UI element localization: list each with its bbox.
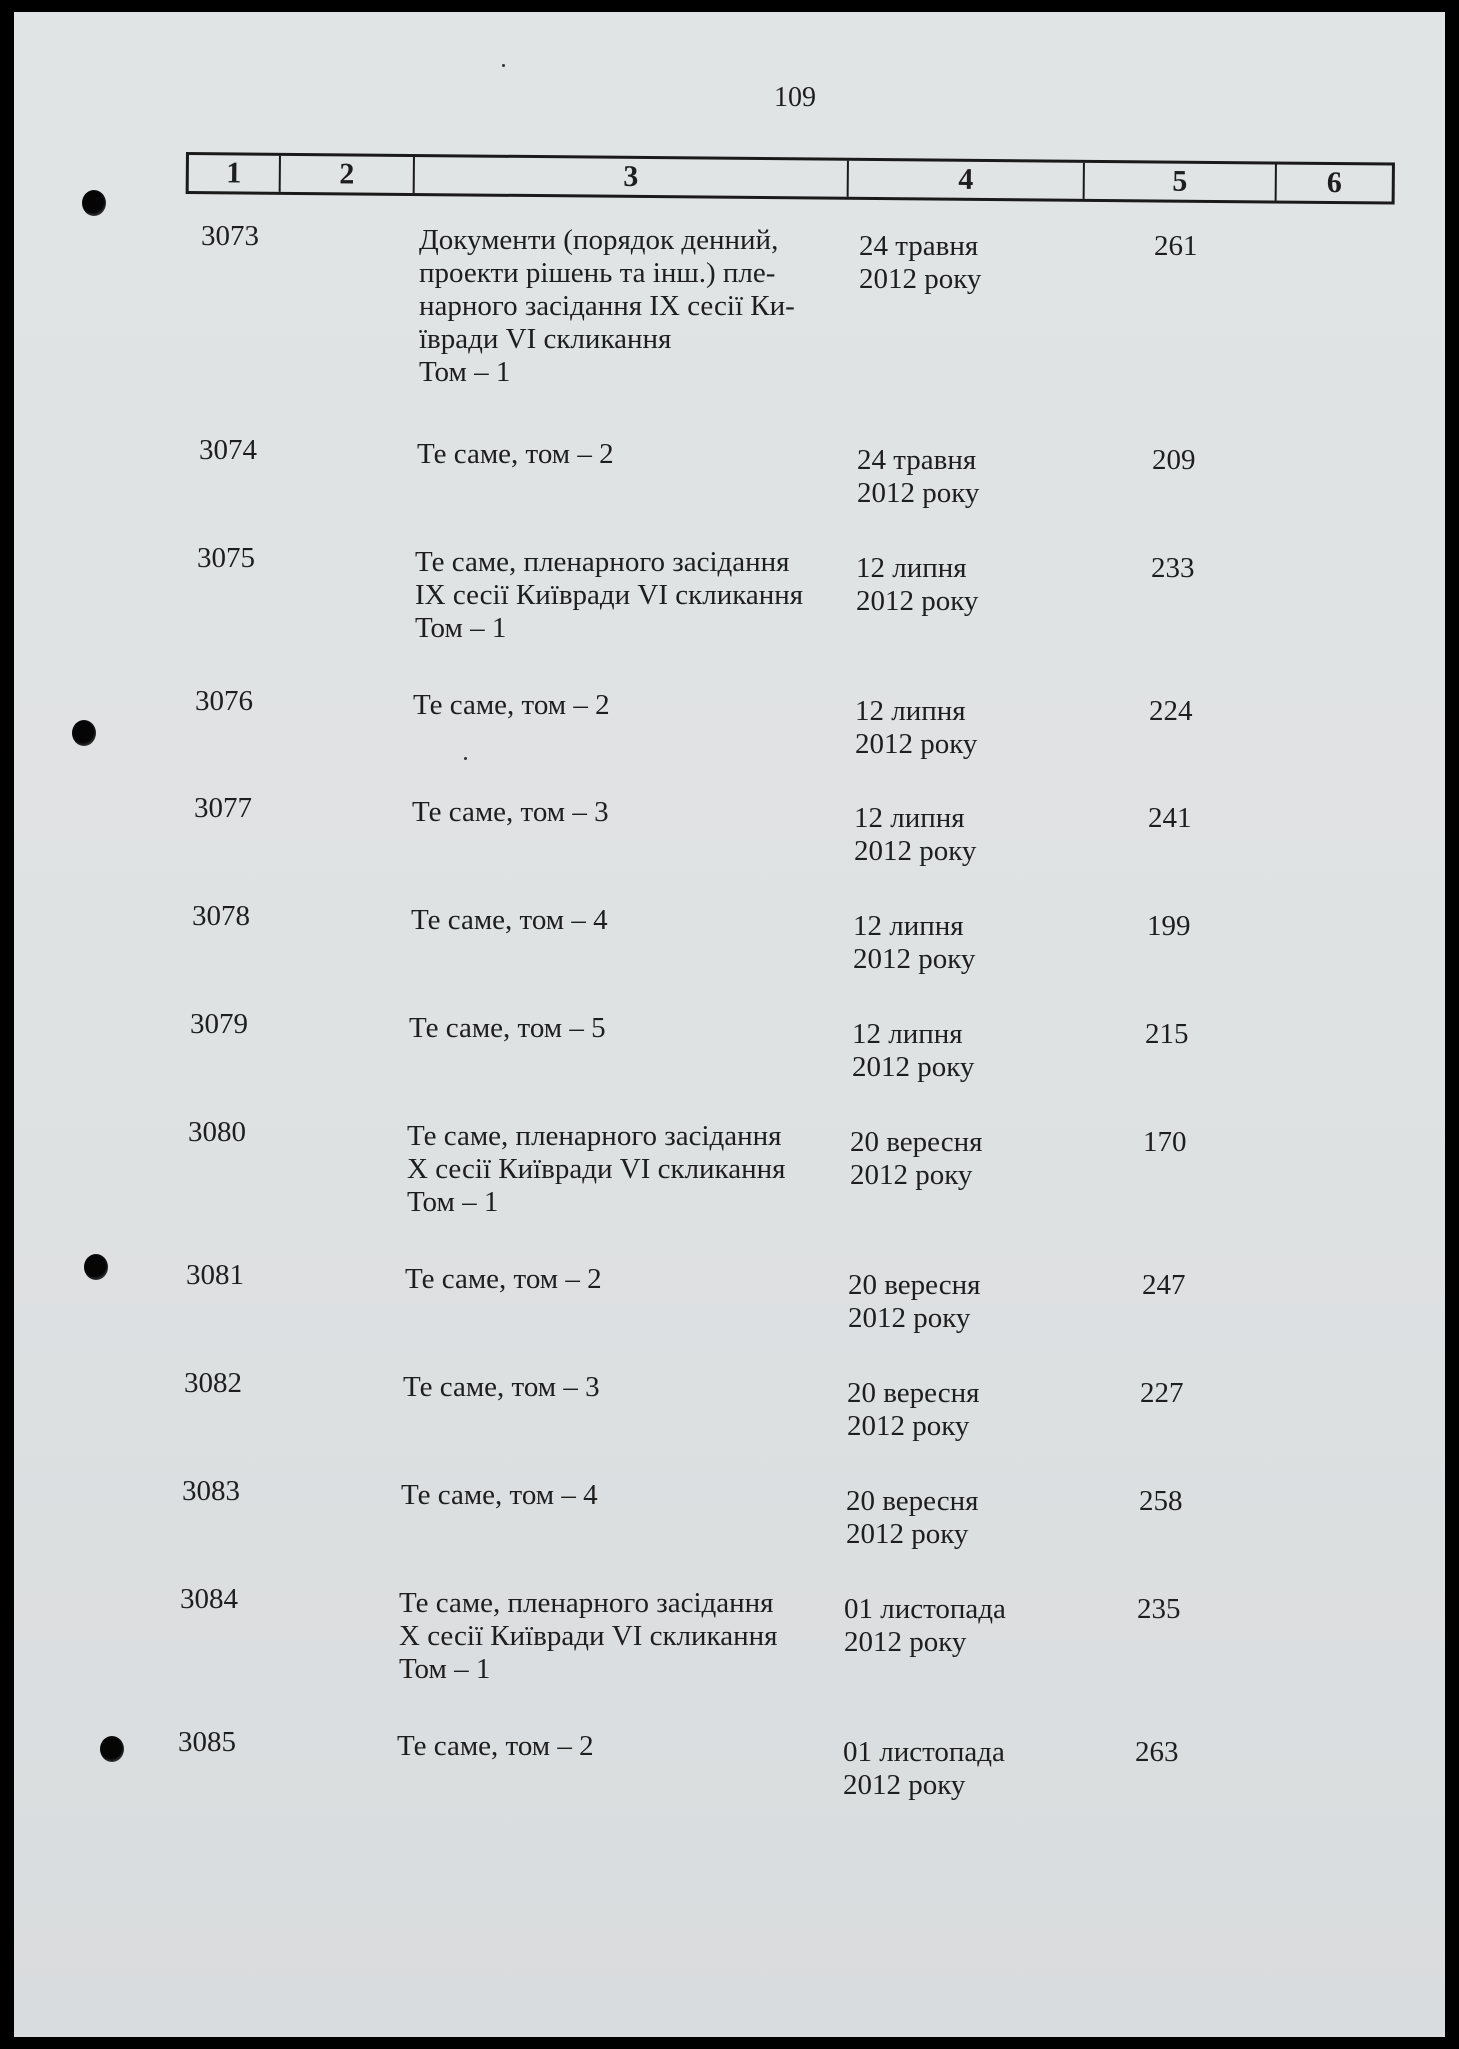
entry-date-line: 2012 року (844, 1626, 967, 1658)
entry-date-line: 2012 року (857, 477, 980, 509)
entry-title (413, 689, 853, 722)
entry-date-line: 20 вересня (848, 1269, 981, 1301)
entry-date-line: 2012 року (853, 943, 976, 975)
entry-date-line: 2012 року (856, 585, 979, 617)
entry-title (407, 1120, 847, 1219)
entry-date-line: 2012 року (847, 1410, 970, 1442)
entry-date (853, 910, 1073, 976)
entry-number: 3080 (188, 1116, 246, 1148)
entry-date-line: 2012 року (843, 1769, 966, 1801)
column-header-4: 4 (849, 161, 1085, 199)
entry-title-line: Те саме, пленарного засідання (407, 1120, 782, 1152)
column-header-2: 2 (281, 156, 415, 193)
entry-date (844, 1593, 1064, 1659)
entry-number: 3084 (180, 1583, 238, 1615)
entry-title-line: Те саме, том – 2 (397, 1730, 594, 1762)
entry-title-line: IX сесії Київради VI скликання (415, 579, 804, 611)
entry-title-line: Том – 1 (399, 1653, 491, 1685)
column-header-row (186, 152, 1395, 205)
entry-page-count: 263 (1135, 1736, 1179, 1768)
entry-date (850, 1126, 1070, 1192)
entry-page-count: 199 (1147, 910, 1191, 942)
entry-date-line: 12 липня (855, 695, 966, 727)
entry-date-line: 24 травня (857, 444, 977, 476)
entry-page-count: 215 (1145, 1018, 1189, 1050)
entry-title-line: Те саме, том – 2 (417, 438, 614, 470)
page-number: 109 (774, 82, 816, 113)
entry-title (412, 796, 852, 829)
entry-number: 3082 (184, 1367, 242, 1399)
entry-title (403, 1371, 843, 1404)
entry-title-line: X сесії Київради VI скликання (407, 1153, 786, 1185)
entry-date-line: 20 вересня (850, 1126, 983, 1158)
binder-hole (100, 1736, 124, 1762)
entry-title-line: Те саме, пленарного засідання (415, 546, 790, 578)
binder-hole (82, 190, 106, 216)
entry-date (855, 695, 1075, 761)
entry-number: 3075 (197, 542, 255, 574)
entry-page-count: 170 (1143, 1126, 1187, 1158)
entry-title (397, 1730, 837, 1763)
entry-date (847, 1377, 1067, 1443)
entry-page-count: 261 (1154, 230, 1198, 262)
entry-title (405, 1263, 845, 1296)
entry-date-line: 01 листопада (844, 1593, 1006, 1625)
entry-page-count: 247 (1142, 1269, 1186, 1301)
entry-number: 3076 (195, 685, 253, 717)
entry-date-line: 2012 року (852, 1051, 975, 1083)
entry-title-line: Те саме, пленарного засідання (399, 1587, 774, 1619)
entry-date (843, 1736, 1063, 1802)
entry-title (401, 1479, 841, 1512)
entry-date-line: 12 липня (854, 802, 965, 834)
entry-page-count: 241 (1148, 802, 1192, 834)
entry-date-line: 12 липня (856, 552, 967, 584)
entry-number: 3078 (192, 900, 250, 932)
entry-number: 3083 (182, 1475, 240, 1507)
entry-number: 3081 (186, 1259, 244, 1291)
entry-title (415, 546, 855, 645)
entry-date-line: 2012 року (854, 835, 977, 867)
entry-title (419, 224, 859, 389)
entry-date (846, 1485, 1066, 1551)
entry-title-line: нарного засідання IX сесії Ки- (419, 290, 795, 322)
entry-title (399, 1587, 839, 1686)
entry-title-line: Документи (порядок денний, (419, 224, 779, 256)
entry-title-line: Те саме, том – 4 (401, 1479, 598, 1511)
entry-page-count: 258 (1139, 1485, 1183, 1517)
column-header-5: 5 (1085, 163, 1277, 201)
entry-number: 3085 (178, 1726, 236, 1758)
entry-page-count: 227 (1140, 1377, 1184, 1409)
entry-page-count: 224 (1149, 695, 1193, 727)
entry-date-line: 24 травня (859, 230, 979, 262)
entry-date (852, 1018, 1072, 1084)
entry-date-line: 01 листопада (843, 1736, 1005, 1768)
entry-date (856, 552, 1076, 618)
entry-number: 3079 (190, 1008, 248, 1040)
entry-date-line: 2012 року (855, 728, 978, 760)
column-header-1: 1 (189, 155, 281, 192)
entry-page-count: 233 (1151, 552, 1195, 584)
entry-date (857, 444, 1077, 510)
entry-title (409, 1012, 849, 1045)
entry-date-line: 2012 року (846, 1518, 969, 1550)
entry-title-line: Том – 1 (407, 1186, 499, 1218)
binder-hole (84, 1254, 108, 1280)
entry-date-line: 12 липня (853, 910, 964, 942)
entry-date-line: 2012 року (848, 1302, 971, 1334)
entry-title-line: Том – 1 (415, 612, 507, 644)
entry-title-line: проекти рішень та інш.) пле- (419, 257, 776, 289)
entry-date-line: 12 липня (852, 1018, 963, 1050)
entry-title-line: Те саме, том – 3 (412, 796, 609, 828)
entry-date (854, 802, 1074, 868)
entry-number: 3077 (194, 792, 252, 824)
entry-page-count: 235 (1137, 1593, 1181, 1625)
entry-date-line: 2012 року (859, 263, 982, 295)
paper-speck (502, 64, 505, 67)
entry-number: 3073 (201, 220, 259, 252)
entry-title-line: Те саме, том – 2 (413, 689, 610, 721)
entry-title (417, 438, 857, 471)
entry-date (848, 1269, 1068, 1335)
document-page (14, 12, 1445, 2037)
entry-title (411, 904, 851, 937)
entry-title-line: X сесії Київради VI скликання (399, 1620, 778, 1652)
column-header-3: 3 (415, 157, 849, 197)
entry-number: 3074 (199, 434, 257, 466)
entry-title-line: Те саме, том – 3 (403, 1371, 600, 1403)
entry-date (859, 230, 1079, 296)
entry-title-line: ївради VI скликання (419, 323, 672, 355)
entry-page-count: 209 (1152, 444, 1196, 476)
entry-title-line: Те саме, том – 4 (411, 904, 608, 936)
binder-hole (72, 720, 96, 746)
entry-title-line: Том – 1 (419, 356, 511, 388)
entry-title-line: Те саме, том – 2 (405, 1263, 602, 1295)
column-header-6: 6 (1326, 165, 1342, 200)
entry-date-line: 2012 року (850, 1159, 973, 1191)
entry-date-line: 20 вересня (847, 1377, 980, 1409)
entry-date-line: 20 вересня (846, 1485, 979, 1517)
entry-title-line: Те саме, том – 5 (409, 1012, 606, 1044)
paper-speck (464, 757, 467, 760)
